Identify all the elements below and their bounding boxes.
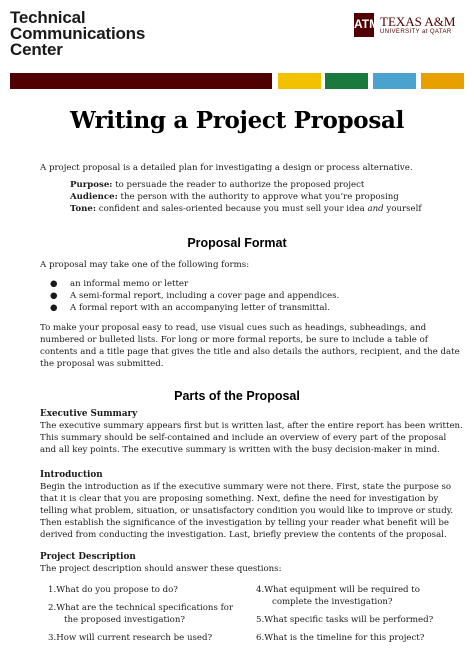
question-item: 6.What is the timeline for this project? xyxy=(256,633,425,643)
question-item: 2.What are the technical specifications for xyxy=(48,603,234,613)
format-lead: A proposal may take one of the following forms: xyxy=(40,260,250,270)
center-name xyxy=(10,10,145,58)
definition-purpose xyxy=(70,179,364,191)
project-description-heading: Project Description xyxy=(40,552,136,562)
question-item: 1.What do you propose to do? xyxy=(48,585,178,595)
parts-heading: Parts of the Proposal xyxy=(174,389,300,403)
executive-summary-heading: Executive Summary xyxy=(40,409,138,419)
format-paragraph: To make your proposal easy to read, use visual cues such as headings, subheadings, and numbered or bulleted lists. For long or more formal reports, be sure to include a table of contents and a title page that gives the title and also details the authors, recipient, and the date the proposal was submitted. xyxy=(40,323,460,369)
logo-subtitle: UNIVERSITY at QATAR xyxy=(380,29,452,35)
atm-logo-icon: ATM xyxy=(354,13,374,37)
definition-text: to persuade the reader to authorize the proposed project xyxy=(115,180,365,190)
proposal-format-heading: Proposal Format xyxy=(187,236,287,250)
question-item-continued: the proposed investigation? xyxy=(64,615,185,625)
center-name-line: Technical xyxy=(10,8,86,27)
executive-summary-text: The executive summary appears first but is written last, after the entire report has been written. This summary should be self-contained and include an overview of every part of the proposal and all key points. The executive summary is written with the busy decision-maker in mind. xyxy=(40,421,463,455)
color-bar-maroon xyxy=(10,73,272,89)
definition-term: Tone: xyxy=(70,204,97,214)
question-item: 5.What specific tasks will be performed? xyxy=(256,615,434,625)
intro-text: A project proposal is a detailed plan for investigating a design or process alternative. xyxy=(40,163,413,173)
center-name-line: Center xyxy=(10,40,63,59)
logo-name: TEXAS A&M xyxy=(380,14,456,29)
color-bar-yellow xyxy=(278,73,321,89)
definition-text: the person with the authority to approve what you’re proposing xyxy=(120,192,399,202)
question-item: 3.How will current research be used? xyxy=(48,633,213,643)
color-bar-orange xyxy=(421,73,464,89)
definition-tone xyxy=(70,203,422,215)
definition-text: confident and sales-oriented because you must sell your idea and yourself xyxy=(98,204,422,214)
bullet-icon: ● xyxy=(50,279,58,289)
color-bar-green xyxy=(325,73,368,89)
project-description-lead: The project description should answer these questions: xyxy=(40,564,282,574)
definition-term: Audience: xyxy=(70,192,118,202)
center-name-line: Communications xyxy=(10,24,146,43)
bullet-icon: ● xyxy=(50,303,58,313)
introduction-heading: Introduction xyxy=(40,470,103,480)
color-bar-blue xyxy=(373,73,416,89)
question-item-continued: complete the investigation? xyxy=(272,597,393,607)
definition-audience xyxy=(70,191,399,203)
introduction-text: Begin the introduction as if the executive summary were not there. First, state the purpose so that it is clear that you are proposing something. Next, define the need for investigation by telling what problem, situation, or unsatisfactory condition you would like to improve or study. Then establish the significance of the investigation by telling your reader what benefit will be derived from conducting the investigation. Last, briefly preview the contents of the proposal. xyxy=(40,482,454,540)
definition-term: Purpose: xyxy=(70,180,113,190)
bullet-icon: ● xyxy=(50,291,58,301)
university-logo xyxy=(354,13,464,39)
question-item: 4.What equipment will be required to xyxy=(256,585,420,595)
page-title: Writing a Project Proposal xyxy=(69,107,405,134)
